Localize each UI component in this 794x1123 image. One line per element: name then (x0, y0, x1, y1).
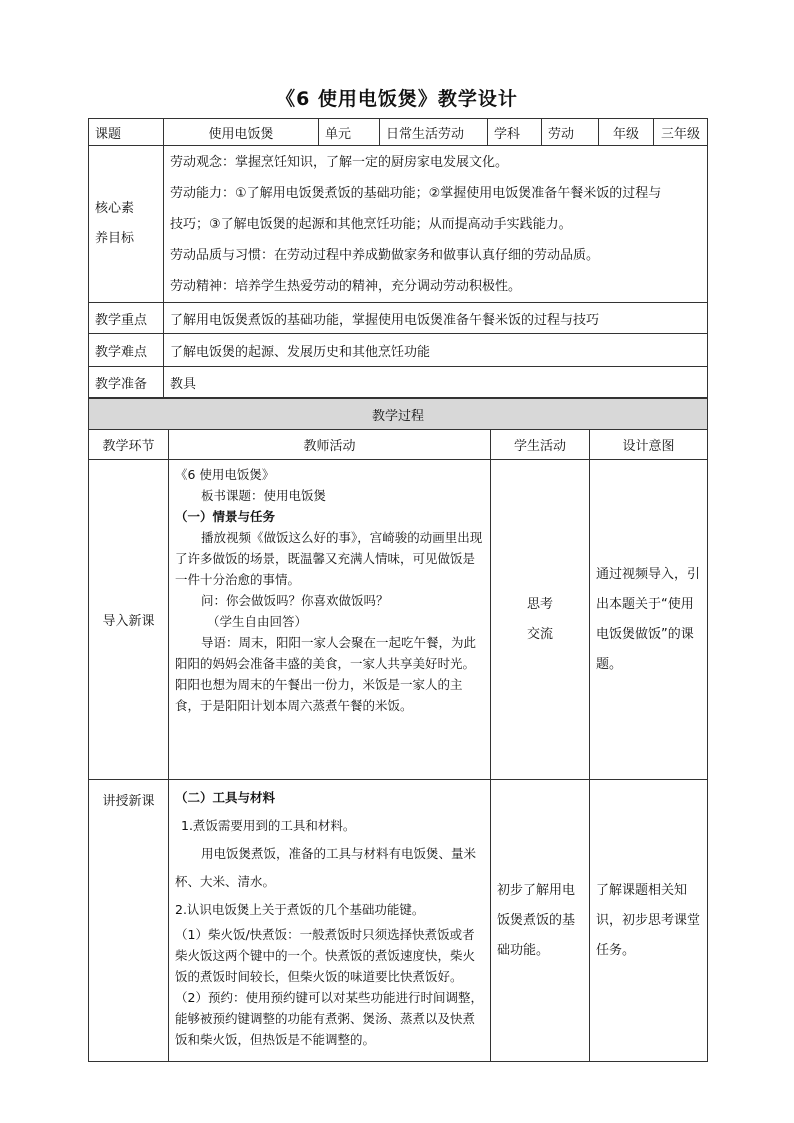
process-header: 教学过程 (89, 399, 708, 430)
goal-line: 劳动品质与习惯：在劳动过程中养成勤做家务和做事认真仔细的劳动品质。 (170, 247, 600, 263)
new-student: 初步了解用电饭煲煮饭的基础功能。 (491, 780, 590, 1062)
goals-content (164, 146, 708, 303)
unit-label: 单元 (319, 119, 380, 146)
section-heading: （一）情景与任务 (175, 509, 276, 524)
new-teacher (169, 780, 491, 1062)
teacher-text: （2）预约：使用预约键可以对某些功能进行时间调整，能够被预约键调整的功能有煮粥、煲汤、蒸煮以及快煮饭和柴火饭，但热饭是不能调整的。 (175, 990, 483, 1047)
subject-value: 劳动 (542, 119, 599, 146)
goal-line: 劳动观念：掌握烹饪知识，了解一定的厨房家电发展文化。 (170, 154, 509, 170)
board-title: 板书课题：使用电饭煲 (201, 488, 327, 503)
teacher-text: 1.煮饭需要用到的工具和材料。 (181, 818, 356, 833)
teacher-text: （1）柴火饭/快煮饭：一般煮饭时只须选择快煮饭或者柴火饭这两个键中的一个。快煮饭的煮饭速度快，柴火饭的煮饭时间较长，但柴火饭的味道要比快煮饭好。 (175, 927, 476, 984)
topic-label: 课题 (89, 119, 164, 146)
goals-label (89, 146, 164, 303)
key-point-label: 教学重点 (89, 303, 164, 334)
info-table (88, 118, 708, 398)
teacher-text: 导语：周末，阳阳一家人会聚在一起吃午餐，为此阳阳的妈妈会准备丰盛的美食，一家人共享美好时光。阳阳也想为周末的午餐出一份力，米饭是一家人的主食，于是阳阳计划本周六蒸煮午餐的米饭。 (175, 635, 477, 713)
section-heading: （二）工具与材料 (175, 790, 276, 805)
goal-line: 劳动能力：①了解用电饭煲煮饭的基础功能；②掌握使用电饭煲准备午餐米饭的过程与 (170, 185, 662, 201)
col-intent: 设计意图 (590, 430, 708, 460)
col-stage: 教学环节 (89, 430, 169, 460)
goal-line: 劳动精神：培养学生热爱劳动的精神，充分调动劳动积极性。 (170, 278, 522, 294)
student-activity: 思考 (526, 596, 553, 612)
difficulty-label: 教学难点 (89, 334, 164, 367)
goals-label-text: 核心素养目标 (95, 201, 135, 246)
intro-student (491, 460, 590, 780)
topic-value: 使用电饭煲 (164, 119, 319, 146)
col-teacher: 教师活动 (169, 430, 491, 460)
process-table (88, 398, 708, 1062)
key-point-value: 了解用电饭煲煮饭的基础功能，掌握使用电饭煲准备午餐米饭的过程与技巧 (164, 303, 708, 334)
new-stage: 讲授新课 (89, 780, 169, 1062)
grade-label: 年级 (599, 119, 654, 146)
teacher-text: 播放视频《做饭这么好的事》，宫崎骏的动画里出现了许多做饭的场景，既温馨又充满人情味，可见做饭是一件十分治愈的事情。 (175, 530, 483, 587)
page-title: 《6 使用电饭煲》教学设计 (276, 88, 518, 110)
intro-stage: 导入新课 (89, 460, 169, 780)
new-intent: 了解课题相关知识，初步思考课堂任务。 (590, 780, 708, 1062)
student-activity: 交流 (526, 626, 553, 642)
unit-value: 日常生活劳动 (380, 119, 488, 146)
teacher-text: 问：你会做饭吗？你喜欢做饭吗？ (201, 593, 389, 608)
intro-intent: 通过视频导入，引出本题关于“使用电饭煲做饭”的课题。 (590, 460, 708, 780)
col-student: 学生活动 (491, 430, 590, 460)
difficulty-value: 了解电饭煲的起源、发展历史和其他烹饪功能 (164, 334, 708, 367)
prep-value: 教具 (164, 367, 708, 398)
teacher-text: （学生自由回答） (207, 614, 308, 629)
teacher-text: 2.认识电饭煲上关于煮饭的几个基础功能键。 (175, 902, 425, 917)
subject-label: 学科 (488, 119, 542, 146)
teacher-text: 用电饭煲煮饭，准备的工具与材料有电饭煲、量米杯、大米、清水。 (175, 846, 477, 889)
intro-teacher (169, 460, 491, 780)
goal-line: 技巧；③了解电饭煲的起源和其他烹饪功能；从而提高动手实践能力。 (170, 216, 572, 232)
grade-value: 三年级 (654, 119, 708, 146)
lesson-heading: 《6 使用电饭煲》 (175, 467, 275, 482)
prep-label: 教学准备 (89, 367, 164, 398)
